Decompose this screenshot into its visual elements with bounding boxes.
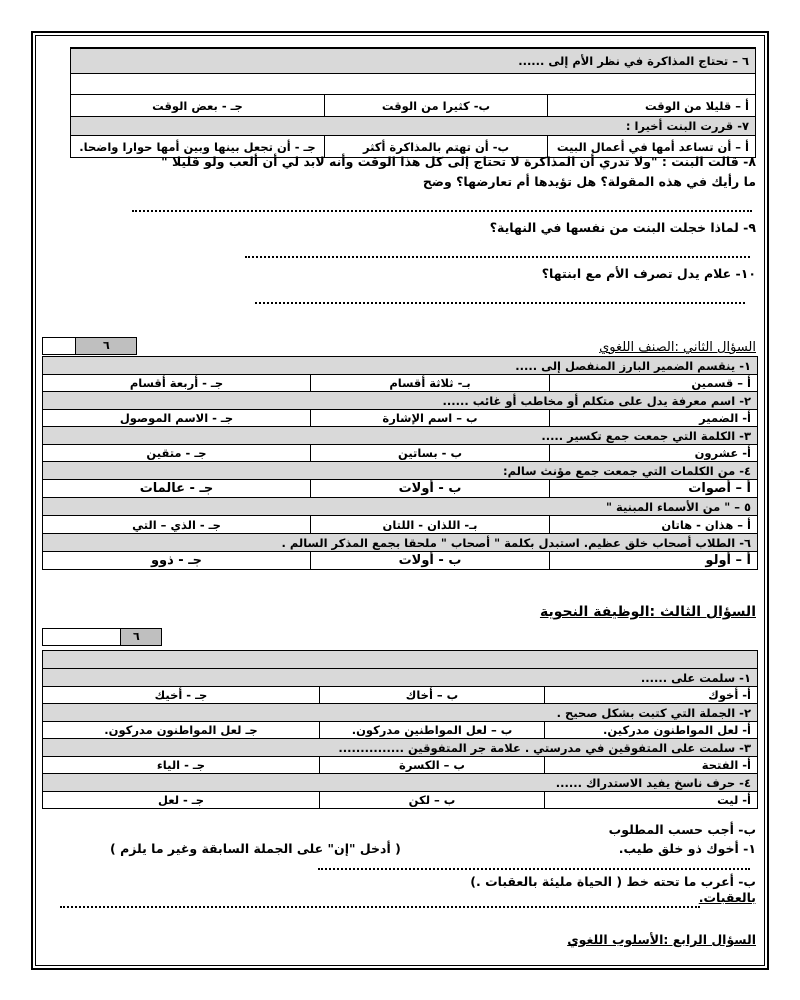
partb-q1-answer-line[interactable]: [318, 868, 750, 870]
q8-line1: ٨- قالت البنت : "ولا تدري أن المذاكرة لا تحتاج إلى كل هذا الوقت وأنه لابد لي أن ألعب ولو قليلا ": [161, 154, 756, 169]
s2-q5-c[interactable]: جـ - الذي – التي: [43, 516, 311, 534]
q6-option-c[interactable]: جـ - بعض الوقت: [71, 95, 325, 117]
s2-q2-a[interactable]: أ- الضمير: [550, 410, 758, 427]
section4-title: السؤال الرابع :الأسلوب اللغوي: [567, 932, 756, 947]
s3-q1-a[interactable]: أ- أخوك: [545, 687, 758, 704]
q6-title: ٦ – تحتاج المذاكرة في نظر الأم إلى ......: [71, 48, 756, 74]
s2-q2-b[interactable]: ب – اسم الإشارة: [311, 410, 550, 427]
q9-answer-line[interactable]: [245, 256, 750, 258]
s2-q4-b[interactable]: ب - أولات: [311, 480, 550, 498]
s2-q2-c[interactable]: جـ - الاسم الموصول: [43, 410, 311, 427]
s2-q5-b[interactable]: بـ- اللذان - اللتان: [311, 516, 550, 534]
s3-q3-c[interactable]: جـ - الياء: [43, 757, 320, 774]
q8-line2: ما رأيك في هذه المقولة؟ هل تؤيدها أم تعارضها؟ وضح: [422, 174, 756, 189]
s3-q4: ٤- حرف ناسخ يفيد الاستدراك ......: [43, 774, 758, 792]
section3-score: ٦: [133, 630, 140, 643]
s3-q2: ٢- الجملة التي كتبت بشكل صحيح .: [43, 704, 758, 722]
q6-option-a[interactable]: أ – قليلا من الوقت: [548, 95, 756, 117]
q6-option-b[interactable]: ب- كثيرا من الوقت: [325, 95, 548, 117]
section2-score-box: [42, 337, 137, 355]
s2-q1-b[interactable]: بـ- ثلاثة أقسام: [311, 375, 550, 392]
s2-q5-a[interactable]: أ – هذان - هاتان: [550, 516, 758, 534]
partb-q1: ١- أخوك ذو خلق طيب.: [618, 841, 756, 856]
s2-q6-a[interactable]: أ – أولو: [550, 552, 758, 570]
s3-q1: ١- سلمت على ......: [43, 669, 758, 687]
s2-q4: ٤- من الكلمات التي جمعت جمع مؤنث سالم:: [43, 462, 758, 480]
s2-q4-a[interactable]: أ – أصوات: [550, 480, 758, 498]
s2-q6-c[interactable]: جـ - ذوو: [43, 552, 311, 570]
section2-table: [42, 356, 758, 570]
s3-q2-a[interactable]: أ- لعل المواطنون مدركين.: [545, 722, 758, 739]
s3-q2-c[interactable]: جـ لعل المواطنون مدركون.: [43, 722, 320, 739]
s2-q1: ١- ينقسم الضمير البارز المنفصل إلى .....: [43, 357, 758, 375]
partb-q2-word: بالعقبات.: [698, 890, 756, 905]
s3-q2-b[interactable]: ب – لعل المواطنين مدركون.: [320, 722, 545, 739]
section3-title: السؤال الثالث :الوظيفة النحوية: [539, 604, 756, 620]
s3-q1-c[interactable]: جـ - أخيك: [43, 687, 320, 704]
partb-q2: ب- أعرب ما تحته خط ( الحياة مليئة بالعقبات .): [470, 874, 756, 889]
section3-score-box: [42, 628, 162, 646]
partb-q2-answer-line[interactable]: [60, 906, 700, 908]
partb-q1-hint: ( أدخل "إن" على الجملة السابقة وغير ما يلزم ): [110, 841, 401, 856]
section2-score: ٦: [103, 339, 110, 352]
s2-q2: ٢- اسم معرفة يدل على متكلم أو مخاطب أو غائب ......: [43, 392, 758, 410]
s3-q1-b[interactable]: ب – أخاك: [320, 687, 545, 704]
s2-q4-c[interactable]: جـ - عالمات: [43, 480, 311, 498]
s2-q3-c[interactable]: جـ - متقين: [43, 445, 311, 462]
s3-q3-b[interactable]: ب – الكسرة: [320, 757, 545, 774]
q8-answer-line[interactable]: [132, 210, 752, 212]
section3-table: [42, 650, 758, 809]
s3-q4-c[interactable]: جـ - لعل: [43, 792, 320, 809]
q7-option-b[interactable]: ب- أن تهتم بالمذاكرة أكثر: [325, 136, 548, 158]
s3-q4-b[interactable]: ب – لكن: [320, 792, 545, 809]
s2-q1-c[interactable]: جـ - أربعة أقسام: [43, 375, 311, 392]
q7-option-c[interactable]: جـ - أن تجعل بينها وبين أمها حوارا واضحا.: [71, 136, 325, 158]
s3-spacer: [43, 651, 758, 669]
s2-q3-a[interactable]: أ- عشرون: [550, 445, 758, 462]
q7-option-a[interactable]: أ – أن تساعد أمها في أعمال البيت: [548, 136, 756, 158]
q7-title: ٧- قررت البنت أخيرا :: [71, 117, 756, 136]
s2-q3: ٣- الكلمة التي جمعت جمع تكسير .....: [43, 427, 758, 445]
s2-q6: ٦- الطلاب أصحاب خلق عظيم. استبدل بكلمة " أصحاب " ملحقا بجمع المذكر السالم .: [43, 534, 758, 552]
q10-question: ١٠- علام يدل تصرف الأم مع ابنتها؟: [541, 266, 756, 281]
partb-title: ب- أجب حسب المطلوب: [608, 822, 756, 837]
s2-q6-b[interactable]: ب - أولات: [311, 552, 550, 570]
s2-q5: ٥ – " من الأسماء المبنية ": [43, 498, 758, 516]
s3-q3-a[interactable]: أ- الفتحة: [545, 757, 758, 774]
section2-title: السؤال الثاني :الصنف اللغوي: [599, 340, 756, 355]
q6-spacer: [71, 74, 756, 95]
q6-q7-table: [70, 47, 756, 158]
s3-q4-a[interactable]: أ- ليت: [545, 792, 758, 809]
q9-question: ٩- لماذا خجلت البنت من نفسها في النهاية؟: [489, 220, 756, 235]
q10-answer-line[interactable]: [255, 302, 745, 304]
s2-q3-b[interactable]: ب - بساتين: [311, 445, 550, 462]
s3-q3: ٣- سلمت على المتفوقين في مدرستي . علامة جر المتفوقين ...............: [43, 739, 758, 757]
s2-q1-a[interactable]: أ – قسمين: [550, 375, 758, 392]
